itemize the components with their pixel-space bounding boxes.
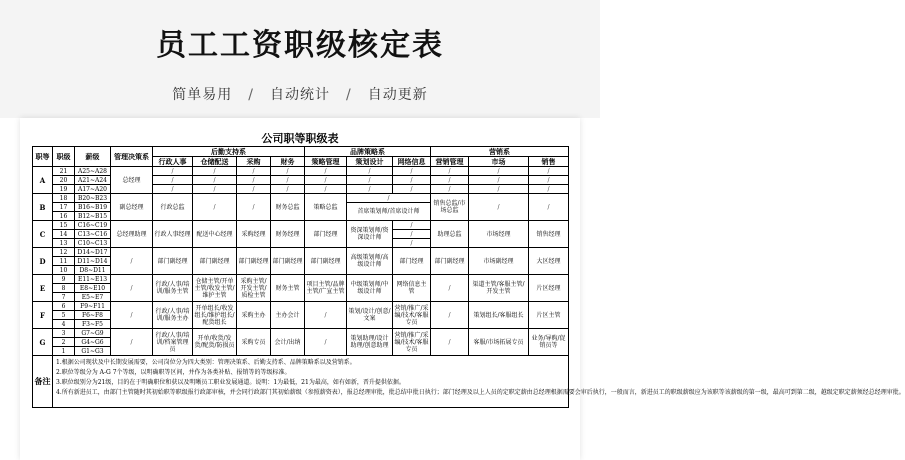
slash-cell: / <box>111 329 153 356</box>
slash-cell: / <box>305 302 347 329</box>
slash-cell: / <box>305 176 347 185</box>
cell-b-mgmt: 副总经理 <box>111 194 153 221</box>
subtitle-separator: / <box>248 87 254 103</box>
subtitle-separator: / <box>346 87 352 103</box>
cell-g-purchase: 采购专员 <box>237 329 271 356</box>
level-cell: 14 <box>53 230 75 239</box>
cell-a-mgmt: 总经理 <box>111 167 153 194</box>
level-cell: 4 <box>53 320 75 329</box>
header-level: 职级 <box>53 147 75 167</box>
grade-cell-a: A <box>33 167 53 194</box>
header-purchase: 采购 <box>237 157 271 167</box>
slash-cell: / <box>431 329 469 356</box>
notes-cell <box>53 356 905 408</box>
subtitle-item-easy: 简单易用 <box>172 87 233 103</box>
cell-f-finance: 主办会计 <box>271 302 305 329</box>
cell-e-finance: 财务主管 <box>271 275 305 302</box>
page-title: 员工工资职级核定表 <box>156 28 444 63</box>
salary-cell: D11~D14 <box>75 257 111 266</box>
slash-cell: / <box>153 185 193 194</box>
slash-cell: / <box>347 176 393 185</box>
level-cell: 2 <box>53 338 75 347</box>
cell-b-admin: 行政总监 <box>153 194 193 221</box>
header-strategy: 策略管理 <box>305 157 347 167</box>
cell-d-mkt-mgmt: 部门副经理 <box>431 248 469 275</box>
slash-cell: / <box>393 239 431 248</box>
cell-c-admin: 行政人事经理 <box>153 221 193 248</box>
cell-g-admin: 行政/人事/培训/档案管理员 <box>153 329 193 356</box>
sheet-content <box>32 132 905 460</box>
header-finance: 财务 <box>271 157 305 167</box>
level-cell: 17 <box>53 203 75 212</box>
salary-cell: A25~A28 <box>75 167 111 176</box>
salary-cell: C10~C13 <box>75 239 111 248</box>
slash-cell: / <box>153 167 193 176</box>
header-design: 策划设计 <box>347 157 393 167</box>
slash-cell: / <box>271 167 305 176</box>
cell-g-warehouse: 开单/收货/发货/配货/防损员 <box>193 329 237 356</box>
level-cell: 15 <box>53 221 75 230</box>
cell-g-market: 客服/市场拓展专员 <box>469 329 529 356</box>
header-marketing: 营销系 <box>431 147 569 157</box>
cell-g-network: 营销/推广/采编/技术/客服专员 <box>393 329 431 356</box>
note-line: 4.所有新进员工，由部门主管随时其初始职等职级报行政部审核，并会同行政部门其初始薪级（参照薪资表），报总经理审批，批总结申批日执行；部门经理及以上人员的定职定薪由总经理根据需要会审后执行，一般而言，新进员工的职级薪级应为该职等该薪级的第一级，最高可到第二级，越级定职定薪须经总经理审批。 <box>56 389 905 396</box>
cell-e-network: 网络信息主管 <box>393 275 431 302</box>
cell-f-network: 营销/推广/采编/技术/客服专员 <box>393 302 431 329</box>
slash-cell: / <box>193 185 237 194</box>
header-brand: 品牌策略系 <box>305 147 431 157</box>
cell-b-strategy: 策略总监 <box>305 194 347 221</box>
cell-f-design: 策划/设计/创意/文案 <box>347 302 393 329</box>
slash-cell: / <box>529 176 569 185</box>
cell-e-design: 中级策划师/中级设计师 <box>347 275 393 302</box>
slash-cell: / <box>529 167 569 176</box>
cell-b-finance: 财务总监 <box>271 194 305 221</box>
cell-c-mkt-mgmt: 助理总监 <box>431 221 469 248</box>
cell-e-strategy: 项目主管/品牌主管/广宣主管 <box>305 275 347 302</box>
slash-cell: / <box>393 176 431 185</box>
cell-c-mgmt: 总经理助理 <box>111 221 153 248</box>
header-mkt-mgmt: 营销管理 <box>431 157 469 167</box>
cell-c-design: 资深策划师/资深设计师 <box>347 221 393 248</box>
cell-g-finance: 会计/出纳 <box>271 329 305 356</box>
slash-cell: / <box>271 176 305 185</box>
slash-cell: / <box>347 167 393 176</box>
level-cell: 16 <box>53 212 75 221</box>
header-network: 网络信息 <box>393 157 431 167</box>
cell-e-warehouse: 仓储主管/开单主管/收发主管/维护主管 <box>193 275 237 302</box>
salary-cell: B12~B15 <box>75 212 111 221</box>
cell-b-mkt-mgmt: 销售总监/市场总监 <box>431 194 469 221</box>
cell-d-design: 高级策划师/高级设计师 <box>347 248 393 275</box>
cell-d-sales: 大区经理 <box>529 248 569 275</box>
salary-cell: D8~D11 <box>75 266 111 275</box>
cell-d-warehouse: 部门副经理 <box>193 248 237 275</box>
note-line: 2.职位等级分为 A-G 7个等级，以明确职等区间，并作为各类补贴、报销等的等级标准。 <box>56 369 291 376</box>
cell-c-finance: 财务经理 <box>271 221 305 248</box>
slash-cell: / <box>237 194 271 221</box>
slash-cell: / <box>237 167 271 176</box>
cell-f-admin: 行政/人事/培训/服务主办 <box>153 302 193 329</box>
level-cell: 19 <box>53 185 75 194</box>
slash-cell: / <box>193 167 237 176</box>
slash-cell: / <box>111 275 153 302</box>
header-market: 市场 <box>469 157 529 167</box>
table-title: 公司职等职级表 <box>261 132 339 145</box>
slash-cell: / <box>193 176 237 185</box>
grade-cell-e: E <box>33 275 53 302</box>
level-cell: 6 <box>53 302 75 311</box>
slash-cell: / <box>431 176 469 185</box>
slash-cell: / <box>305 167 347 176</box>
grade-cell-c: C <box>33 221 53 248</box>
slash-cell: / <box>469 167 529 176</box>
cell-c-purchase: 采购经理 <box>237 221 271 248</box>
slash-cell: / <box>431 167 469 176</box>
level-cell: 7 <box>53 293 75 302</box>
salary-cell: G4~G6 <box>75 338 111 347</box>
grade-table <box>32 146 905 408</box>
slash-cell: / <box>431 302 469 329</box>
slash-cell: / <box>393 167 431 176</box>
cell-g-design: 策划助理/设计助理/创意助理 <box>347 329 393 356</box>
salary-cell: E11~E13 <box>75 275 111 284</box>
slash-cell: / <box>111 302 153 329</box>
salary-cell: B20~B23 <box>75 194 111 203</box>
level-cell: 20 <box>53 176 75 185</box>
subtitle-item-auto-update: 自动更新 <box>367 87 428 103</box>
level-cell: 10 <box>53 266 75 275</box>
header-grade: 职等 <box>33 147 53 167</box>
slash-cell: / <box>529 185 569 194</box>
level-cell: 18 <box>53 194 75 203</box>
slash-cell: / <box>193 194 237 221</box>
slash-cell: / <box>153 176 193 185</box>
slash-cell: / <box>271 185 305 194</box>
level-cell: 11 <box>53 257 75 266</box>
level-cell: 3 <box>53 329 75 338</box>
cell-e-market: 渠道主管/客服主管/开发主管 <box>469 275 529 302</box>
header-salary: 薪级 <box>75 147 111 167</box>
slash-cell: / <box>237 185 271 194</box>
salary-cell: G1~G3 <box>75 347 111 356</box>
cell-f-purchase: 采购主办 <box>237 302 271 329</box>
grade-cell-d: D <box>33 248 53 275</box>
slash-cell: / <box>393 185 431 194</box>
spreadsheet-preview <box>20 118 905 460</box>
header-banner <box>0 0 600 118</box>
level-cell: 12 <box>53 248 75 257</box>
slash-cell: / <box>305 185 347 194</box>
header-logistics: 后勤支持系 <box>153 147 305 157</box>
cell-e-admin: 行政/人事/培训/服务主管 <box>153 275 193 302</box>
cell-e-purchase: 采购主管/开发主管/质检主管 <box>237 275 271 302</box>
cell-c-market: 市场经理 <box>469 221 529 248</box>
slash-cell: / <box>237 176 271 185</box>
slash-cell: / <box>111 248 153 275</box>
grade-cell-b: B <box>33 194 53 221</box>
cell-d-strategy: 部门副经理 <box>305 248 347 275</box>
header-sales: 销售 <box>529 157 569 167</box>
grade-cell-f: F <box>33 302 53 329</box>
cell-d-admin: 部门副经理 <box>153 248 193 275</box>
slash-cell: / <box>469 185 529 194</box>
salary-cell: E8~E10 <box>75 284 111 293</box>
cell-f-sales: 片区主管 <box>529 302 569 329</box>
header-mgmt: 管理决策系 <box>111 147 153 167</box>
slash-cell: / <box>529 194 569 221</box>
salary-cell: D14~D17 <box>75 248 111 257</box>
salary-cell: G7~G9 <box>75 329 111 338</box>
cell-d-network: 部门经理 <box>393 248 431 275</box>
cell-d-market: 市场副经理 <box>469 248 529 275</box>
level-cell: 9 <box>53 275 75 284</box>
subtitle-bar <box>0 84 600 104</box>
subtitle-item-auto-stats: 自动统计 <box>270 87 330 103</box>
cell-f-market: 策划组长/客服组长 <box>469 302 529 329</box>
header-admin: 行政人事 <box>153 157 193 167</box>
cell-f-warehouse: 开单组长/收发组长/维护组长/配货组长 <box>193 302 237 329</box>
cell-d-purchase: 部门副经理 <box>237 248 271 275</box>
slash-cell: / <box>431 275 469 302</box>
level-cell: 1 <box>53 347 75 356</box>
salary-cell: A21~A24 <box>75 176 111 185</box>
salary-cell: C13~C16 <box>75 230 111 239</box>
salary-cell: E5~E7 <box>75 293 111 302</box>
cell-c-sales: 销售经理 <box>529 221 569 248</box>
level-cell: 13 <box>53 239 75 248</box>
salary-cell: F9~F11 <box>75 302 111 311</box>
cell-c-strategy: 部门经理 <box>305 221 347 248</box>
salary-cell: C16~C19 <box>75 221 111 230</box>
slash-cell: / <box>393 230 431 239</box>
cell-b-design: 首席策划师/首席设计师 <box>347 203 431 221</box>
slash-cell: / <box>469 176 529 185</box>
salary-cell: F6~F8 <box>75 311 111 320</box>
slash-cell: / <box>393 221 431 230</box>
cell-e-sales: 片区经理 <box>529 275 569 302</box>
level-cell: 5 <box>53 311 75 320</box>
slash-cell: / <box>305 329 347 356</box>
level-cell: 21 <box>53 167 75 176</box>
salary-cell: B16~B19 <box>75 203 111 212</box>
slash-cell: / <box>347 194 431 203</box>
notes-label: 备注 <box>33 356 53 408</box>
slash-cell: / <box>347 185 393 194</box>
header-warehouse: 仓储配送 <box>193 157 237 167</box>
salary-cell: F3~F5 <box>75 320 111 329</box>
cell-d-finance: 部门副经理 <box>271 248 305 275</box>
cell-c-warehouse: 配送中心经理 <box>193 221 237 248</box>
level-cell: 8 <box>53 284 75 293</box>
note-line: 1.根据公司现状及中长期发展需要，公司岗位分为四大类别：管理决策系、后勤支持系、品牌策略系以及营销系。 <box>56 359 356 366</box>
salary-cell: A17~A20 <box>75 185 111 194</box>
slash-cell: / <box>469 194 529 221</box>
note-line: 3.职位级别分为21级，目的在于明确职位和获以及明晰员工职业发展通道。说明：1为最低，21为最高，如有如新，晋升提供依据。 <box>56 379 405 386</box>
slash-cell: / <box>431 185 469 194</box>
cell-g-sales: 业务/导购/促销员等 <box>529 329 569 356</box>
grade-cell-g: G <box>33 329 53 356</box>
